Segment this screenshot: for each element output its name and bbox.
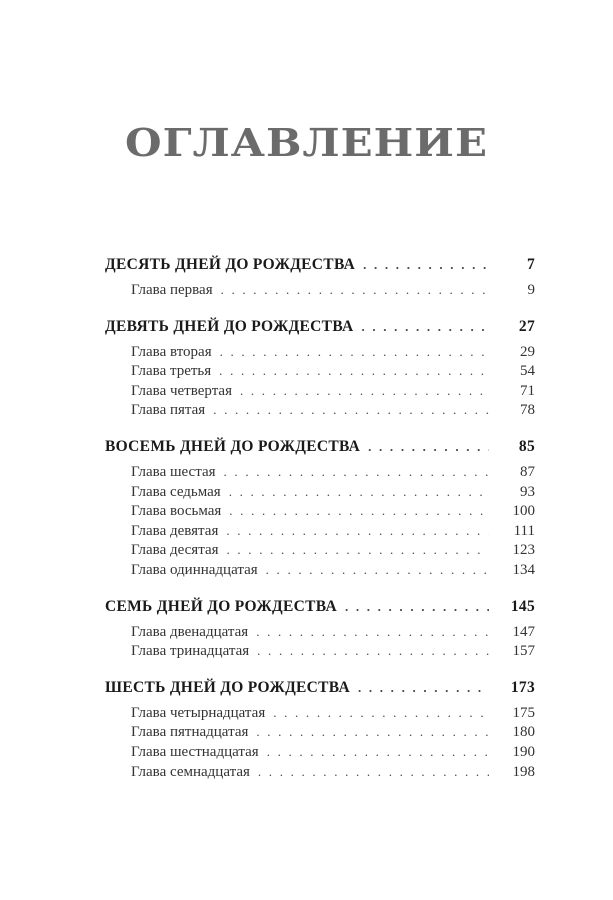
section-page-number: 173 [510, 678, 535, 696]
chapter-entry[interactable] [105, 742, 535, 762]
chapter-entry[interactable] [105, 462, 535, 482]
section-page-number: 27 [518, 317, 535, 335]
dot-leader [240, 381, 489, 401]
dot-leader [273, 703, 489, 723]
dot-leader [226, 521, 489, 541]
chapter-entry[interactable] [105, 641, 535, 661]
dot-leader [229, 482, 489, 502]
chapter-title: Глава семнадцатая [131, 763, 250, 780]
chapter-title: Глава девятая [131, 522, 219, 539]
chapter-page-number: 9 [527, 282, 535, 298]
chapter-title: Глава восьмая [131, 503, 222, 520]
chapter-title: Глава четвертая [131, 382, 232, 399]
chapter-page-number: 54 [520, 363, 535, 380]
section-page-number: 7 [526, 256, 535, 273]
chapter-entry[interactable] [105, 540, 535, 560]
section-title: ВОСЕМЬ ДНЕЙ ДО РОЖДЕСТВА [105, 437, 361, 455]
section-title: ДЕСЯТЬ ДНЕЙ ДО РОЖДЕСТВА [105, 256, 356, 273]
chapter-page-number: 87 [520, 463, 535, 480]
section-heading[interactable] [105, 675, 535, 701]
dot-leader [227, 540, 490, 560]
chapter-title: Глава одиннадцатая [131, 561, 258, 578]
chapter-page-number: 123 [512, 542, 535, 559]
dot-leader [358, 675, 489, 701]
section-title: СЕМЬ ДНЕЙ ДО РОЖДЕСТВА [105, 597, 337, 615]
dot-leader [368, 434, 489, 460]
dot-leader [266, 560, 489, 580]
chapter-title: Глава двенадцатая [131, 623, 249, 640]
chapter-title: Глава шестая [131, 463, 216, 480]
chapter-page-number: 198 [512, 763, 535, 780]
chapter-entry[interactable] [105, 622, 535, 642]
toc-section [105, 594, 535, 661]
section-title: ШЕСТЬ ДНЕЙ ДО РОЖДЕСТВА [105, 678, 350, 696]
dot-leader [258, 762, 489, 782]
chapter-page-number: 157 [512, 643, 535, 660]
dot-leader [256, 722, 489, 742]
toc-section [105, 434, 535, 580]
chapter-page-number: 134 [512, 561, 535, 578]
chapter-page-number: 78 [520, 402, 535, 419]
chapter-title: Глава первая [131, 282, 213, 298]
section-page-number: 145 [510, 597, 535, 615]
chapter-page-number: 93 [520, 483, 535, 500]
chapter-page-number: 175 [512, 704, 535, 721]
chapter-page-number: 29 [520, 343, 535, 360]
chapter-page-number: 180 [512, 724, 535, 741]
chapter-page-number: 100 [512, 503, 535, 520]
chapter-page-number: 147 [512, 623, 535, 640]
chapter-page-number: 111 [513, 522, 535, 539]
chapter-entry[interactable] [105, 361, 535, 381]
chapter-title: Глава третья [131, 363, 212, 380]
dot-leader [361, 314, 489, 340]
dot-leader [229, 501, 489, 521]
dot-leader [213, 400, 489, 420]
chapter-entry[interactable] [105, 703, 535, 723]
dot-leader [363, 252, 489, 278]
chapter-entry[interactable] [105, 521, 535, 541]
dot-leader [267, 742, 489, 762]
section-heading[interactable] [105, 594, 535, 620]
dot-leader [221, 280, 489, 300]
toc-section [105, 675, 535, 781]
chapter-title: Глава десятая [131, 542, 219, 559]
section-heading[interactable] [105, 314, 535, 340]
chapter-title: Глава шестнадцатая [131, 743, 259, 760]
chapter-entry[interactable] [105, 482, 535, 502]
toc-section [105, 252, 535, 300]
chapter-page-number: 190 [512, 743, 535, 760]
chapter-entry[interactable] [105, 501, 535, 521]
dot-leader [257, 641, 489, 661]
dot-leader [220, 342, 489, 362]
chapter-title: Глава пятая [131, 402, 206, 419]
chapter-entry[interactable] [105, 400, 535, 420]
chapter-title: Глава тринадцатая [131, 643, 250, 660]
chapter-title: Глава четырнадцатая [131, 704, 266, 721]
dot-leader [256, 622, 489, 642]
chapter-entry[interactable] [105, 560, 535, 580]
table-of-contents [105, 252, 535, 795]
page-title: ОГЛАВЛЕНИЕ [125, 119, 488, 166]
chapter-entry[interactable] [105, 280, 535, 300]
section-title: ДЕВЯТЬ ДНЕЙ ДО РОЖДЕСТВА [105, 317, 354, 335]
chapter-entry[interactable] [105, 342, 535, 362]
dot-leader [224, 462, 489, 482]
chapter-title: Глава пятнадцатая [131, 724, 249, 741]
chapter-entry[interactable] [105, 762, 535, 782]
chapter-title: Глава вторая [131, 343, 212, 360]
section-heading[interactable] [105, 252, 535, 278]
dot-leader [219, 361, 489, 381]
toc-section [105, 314, 535, 420]
section-heading[interactable] [105, 434, 535, 460]
dot-leader [345, 594, 489, 620]
chapter-entry[interactable] [105, 722, 535, 742]
chapter-page-number: 71 [520, 382, 535, 399]
chapter-entry[interactable] [105, 381, 535, 401]
section-page-number: 85 [518, 437, 535, 455]
chapter-title: Глава седьмая [131, 483, 221, 500]
